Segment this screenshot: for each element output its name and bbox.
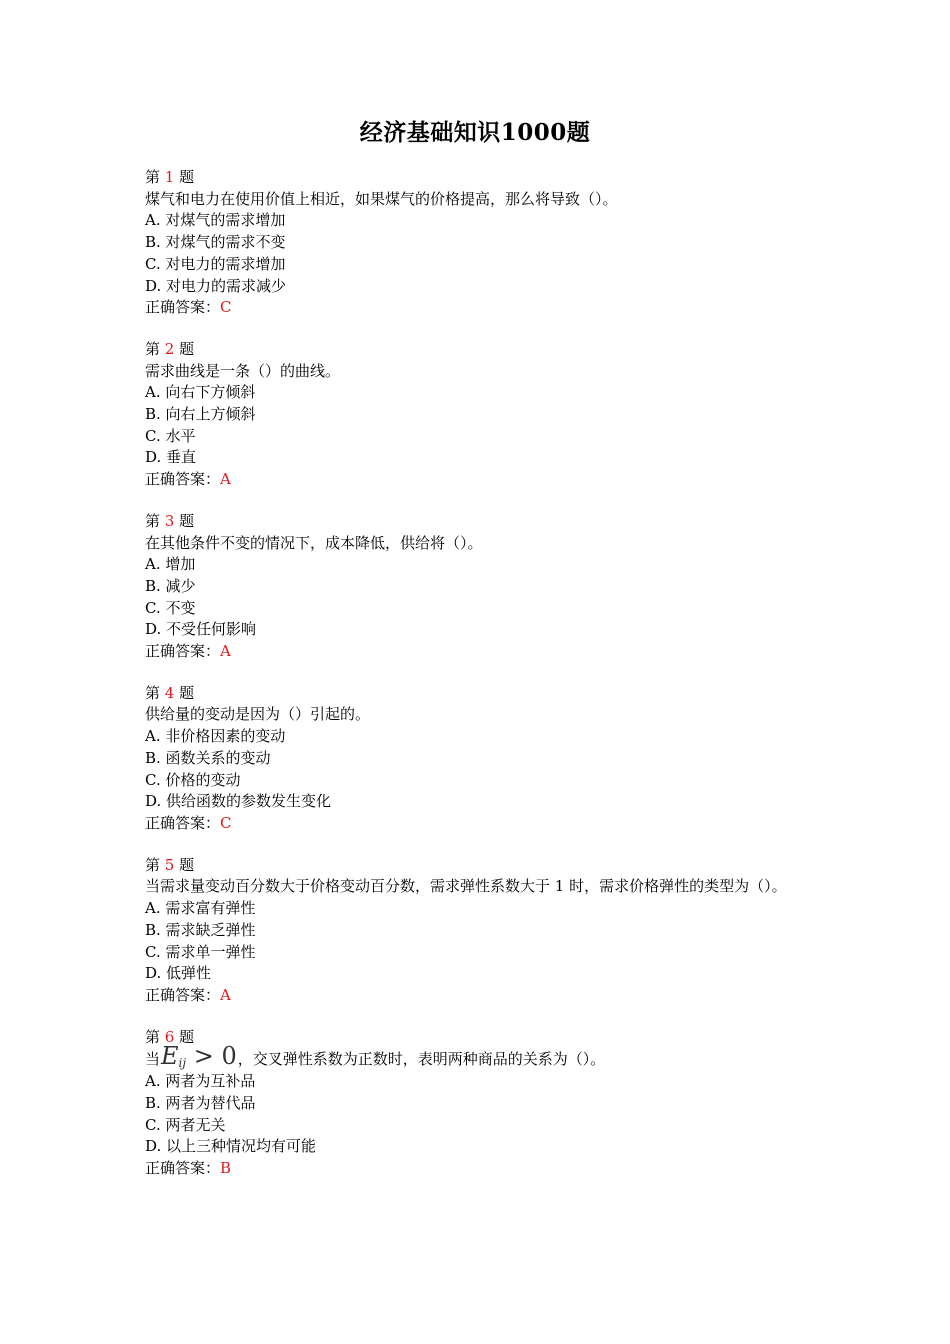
- option-a: A. 对煤气的需求增加: [145, 211, 286, 230]
- question-prefix: 第: [145, 855, 161, 874]
- question-number: 2: [164, 339, 175, 358]
- question-stem: [145, 1042, 810, 1071]
- question-suffix: 题: [179, 855, 195, 874]
- option-d: D. 对电力的需求减少: [145, 276, 287, 295]
- question-stem: 煤气和电力在使用价值上相近，如果煤气的价格提高，那么将导致（）。: [145, 189, 618, 208]
- answer-value: C: [220, 813, 232, 832]
- question-number: 3: [164, 511, 175, 530]
- answer-value: A: [220, 642, 231, 661]
- question-suffix: 题: [179, 511, 195, 530]
- answer-label: 正确答案：: [145, 985, 221, 1004]
- question-4: [145, 683, 810, 835]
- question-header: [145, 511, 810, 533]
- correct-answer: [145, 813, 810, 835]
- answer-label: 正确答案：: [145, 470, 221, 489]
- option-d: D. 低弹性: [145, 964, 212, 983]
- answer-label: 正确答案：: [145, 298, 221, 317]
- question-suffix: 题: [179, 1027, 195, 1046]
- question-2: [145, 339, 810, 491]
- question-stem: 供给量的变动是因为（）引起的。: [145, 705, 371, 724]
- option-c: C. 两者无关: [145, 1115, 226, 1134]
- option-c: C. 不变: [145, 598, 196, 617]
- question-3: [145, 511, 810, 663]
- option-a: A. 需求富有弹性: [145, 899, 256, 918]
- question-suffix: 题: [179, 339, 195, 358]
- formula-symbol: E: [161, 1042, 179, 1071]
- answer-value: C: [220, 298, 232, 317]
- option-a: A. 增加: [145, 555, 196, 574]
- question-suffix: 题: [179, 683, 195, 702]
- answer-label: 正确答案：: [145, 642, 221, 661]
- answer-value: B: [220, 1159, 232, 1178]
- correct-answer: [145, 297, 810, 319]
- question-stem: 当需求量变动百分数大于价格变动百分数，需求弹性系数大于 1 时，需求价格弹性的类型为（）。: [145, 877, 787, 896]
- option-d: D. 不受任何影响: [145, 620, 257, 639]
- question-header: [145, 339, 810, 361]
- question-5: [145, 855, 810, 1007]
- option-b: B. 对煤气的需求不变: [145, 233, 286, 252]
- option-d: D. 供给函数的参数发生变化: [145, 792, 332, 811]
- answer-value: A: [220, 985, 231, 1004]
- question-prefix: 第: [145, 511, 161, 530]
- formula-subscript: ij: [178, 1056, 187, 1071]
- question-stem: 在其他条件不变的情况下，成本降低，供给将（）。: [145, 533, 483, 552]
- question-number: 1: [164, 168, 175, 186]
- option-c: C. 需求单一弹性: [145, 942, 256, 961]
- option-a: A. 两者为互补品: [145, 1072, 256, 1091]
- cross-elasticity-formula: [161, 1042, 237, 1071]
- question-header: [145, 683, 810, 705]
- question-prefix: 第: [145, 339, 161, 358]
- question-prefix: 第: [145, 1027, 161, 1046]
- question-prefix: 第: [145, 683, 161, 702]
- option-a: A. 向右下方倾斜: [145, 383, 256, 402]
- correct-answer: [145, 1158, 810, 1180]
- stem-suffix: ，交叉弹性系数为正数时，表明两种商品的关系为（）。: [237, 1050, 606, 1069]
- question-number: 4: [164, 683, 175, 702]
- correct-answer: [145, 641, 810, 663]
- option-c: C. 对电力的需求增加: [145, 254, 286, 273]
- question-suffix: 题: [179, 168, 195, 186]
- question-number: 5: [164, 855, 175, 874]
- question-prefix: 第: [145, 168, 161, 186]
- answer-value: A: [220, 470, 231, 489]
- option-b: B. 函数关系的变动: [145, 748, 271, 767]
- answer-label: 正确答案：: [145, 1159, 221, 1178]
- question-number: 6: [164, 1027, 175, 1046]
- option-c: C. 水平: [145, 426, 196, 445]
- formula-relation: > 0: [186, 1042, 237, 1071]
- question-header: [145, 855, 810, 877]
- option-d: D. 垂直: [145, 448, 197, 467]
- answer-label: 正确答案：: [145, 813, 221, 832]
- question-list: [145, 167, 810, 1200]
- option-b: B. 需求缺乏弹性: [145, 920, 256, 939]
- option-b: B. 向右上方倾斜: [145, 405, 256, 424]
- option-b: B. 减少: [145, 576, 196, 595]
- question-6: [145, 1027, 810, 1180]
- question-1: [145, 167, 810, 319]
- option-b: B. 两者为替代品: [145, 1094, 256, 1113]
- document-title: 经济基础知识1000题: [359, 119, 591, 146]
- option-a: A. 非价格因素的变动: [145, 727, 286, 746]
- question-header: [145, 167, 810, 189]
- question-header: [145, 1027, 810, 1049]
- option-c: C. 价格的变动: [145, 770, 241, 789]
- correct-answer: [145, 985, 810, 1007]
- question-stem: 需求曲线是一条（）的曲线。: [145, 361, 341, 380]
- stem-prefix: 当: [145, 1050, 161, 1069]
- correct-answer: [145, 469, 810, 491]
- option-d: D. 以上三种情况均有可能: [145, 1137, 317, 1156]
